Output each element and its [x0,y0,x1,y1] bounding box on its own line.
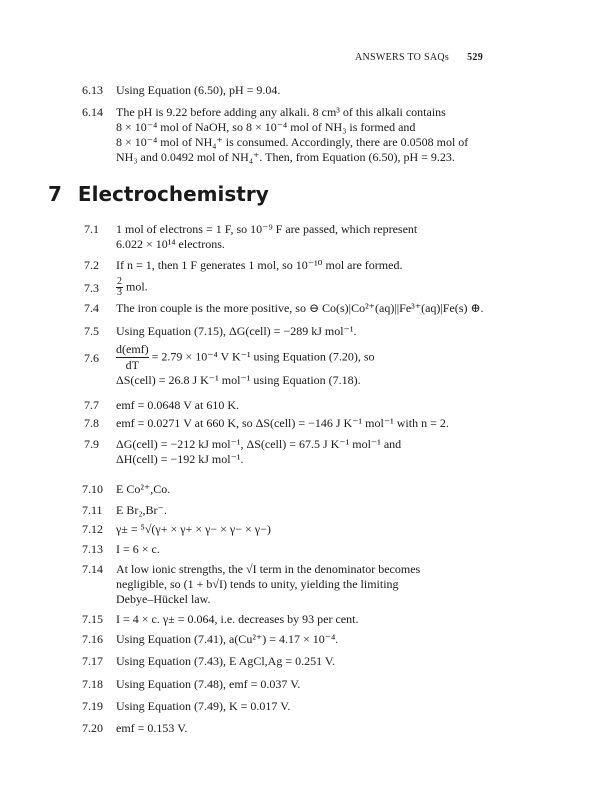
answer-7-15 [82,612,522,627]
chapter-title: Electrochemistry [77,182,269,206]
answer-text: γ± = ⁵√(γ+ × γ+ × γ− × γ− × γ−) [116,522,271,536]
answer-number: 7.1 [84,222,99,236]
derivative-fraction [116,342,149,373]
answer-7-18 [82,677,522,692]
answer-text: The iron couple is the more positive, so ⊖ Co(s)|Co²⁺(aq)||Fe³⁺(aq)|Fe(s) ⊕. [116,301,484,315]
answer-7-7 [84,398,524,413]
answer-7-13 [82,542,522,557]
answer-7-16 [82,632,522,647]
answer-number: 7.18 [82,677,103,691]
answer-7-14 [82,562,522,607]
answer-number: 7.13 [82,542,103,556]
answer-text: Using Equation (7.43), E AgCl,Ag = 0.251 V. [116,654,335,668]
answer-7-11 [82,503,522,518]
answer-number: 7.20 [82,721,103,735]
answer-number: 7.11 [82,503,103,517]
header-title: ANSWERS TO SAQs [354,52,450,63]
answer-7-19 [82,699,522,714]
answer-line: ΔH(cell) = −192 kJ mol⁻¹. [116,452,244,466]
fraction-denominator: dT [125,358,139,372]
answer-text: emf = 0.153 V. [116,721,188,735]
answer-7-1 [84,222,524,252]
answer-number: 7.19 [82,699,103,713]
answer-7-10 [82,482,522,497]
answer-7-2 [84,258,524,273]
answer-line: negligible, so (1 + b√I) tends to unity, yielding the limiting [116,577,399,591]
answer-text: Using Equation (7.15), ΔG(cell) = −289 kJ mol⁻¹. [116,324,357,338]
answer-7-17 [82,654,522,669]
answer-text: mol. [126,279,148,294]
answer-text: Using Equation (7.48), emf = 0.037 V. [116,677,301,691]
answer-number: 7.15 [82,612,103,626]
answer-7-4 [84,301,524,316]
fraction-denominator: 3 [117,287,122,298]
answer-number: 7.12 [82,522,103,536]
answer-number: 7.6 [84,351,99,365]
answer-7-6 [84,342,524,388]
running-header [355,52,483,63]
answer-number: 7.5 [84,324,99,338]
answer-line: At low ionic strengths, the √I term in the denominator becomes [116,562,421,576]
answer-text: Using Equation (7.41), a(Cu²⁺) = 4.17 × 10⁻⁴. [116,632,339,646]
answer-number: 6.13 [82,83,103,97]
answer-7-5 [84,324,524,339]
fraction-numerator: 2 [117,276,122,287]
answer-number: 7.10 [82,482,103,496]
page-number: 529 [467,52,483,63]
fraction [116,277,123,298]
answer-text: E Br₂,Br⁻. [116,503,167,517]
answer-line: 6.022 × 10¹⁴ electrons. [116,237,225,251]
answer-line: 8 × 10⁻⁴ mol of NH₄⁺ is consumed. Accordingly, there are 0.0508 mol of [116,135,469,149]
answer-text: E Co²⁺,Co. [116,482,171,496]
chapter-heading [48,182,269,206]
answer-line: ΔG(cell) = −212 kJ mol⁻¹, ΔS(cell) = 67.5 J K⁻¹ mol⁻¹ and [116,437,402,451]
answer-number: 7.16 [82,632,103,646]
answer-number: 7.7 [84,398,99,412]
answer-number: 6.14 [82,105,103,119]
answer-number: 7.9 [84,437,99,451]
answer-line: NH₃ and 0.0492 mol of NH₄⁺. Then, from Equation (6.50), pH = 9.23. [116,150,455,164]
answer-number: 7.8 [84,416,99,430]
answer-line: Debye–Hückel law. [116,592,211,606]
answer-text: If n = 1, then 1 F generates 1 mol, so 10⁻¹⁰ mol are formed. [116,258,403,272]
answer-text: Using Equation (6.50), pH = 9.04. [116,83,281,97]
answer-number: 7.2 [84,258,99,272]
answer-7-8 [84,416,524,431]
answer-number: 7.14 [82,562,103,576]
answer-text: emf = 0.0648 V at 610 K. [116,398,239,412]
answer-line: ΔS(cell) = 26.8 J K⁻¹ mol⁻¹ using Equation (7.18). [116,373,361,387]
answer-7-9 [84,437,524,467]
answer-7-20 [82,721,522,736]
chapter-number: 7 [48,182,62,206]
answer-6-14 [82,105,522,165]
answer-number: 7.4 [84,301,99,315]
answer-text: emf = 0.0271 V at 660 K, so ΔS(cell) = −146 J K⁻¹ mol⁻¹ with n = 2. [116,416,449,430]
answer-text: Using Equation (7.49), K = 0.017 V. [116,699,291,713]
answer-text: = 2.79 × 10⁻⁴ V K⁻¹ using Equation (7.20), so [151,349,375,364]
answer-number: 7.17 [82,654,103,668]
answer-number: 7.3 [84,281,99,295]
fraction-numerator: d(emf) [116,342,149,356]
answer-line: The pH is 9.22 before adding any alkali. 8 cm³ of this alkali contains [116,105,446,119]
answer-text: I = 4 × c. γ± = 0.064, i.e. decreases by 93 per cent. [116,612,359,626]
answer-line: 8 × 10⁻⁴ mol of NaOH, so 8 × 10⁻⁴ mol of NH₃ is formed and [116,120,416,134]
answer-text: I = 6 × c. [116,542,160,556]
answer-7-3 [84,277,524,298]
answer-6-13 [82,83,522,98]
answer-7-12 [82,522,522,537]
answer-line: 1 mol of electrons = 1 F, so 10⁻⁹ F are passed, which represent [116,222,418,236]
